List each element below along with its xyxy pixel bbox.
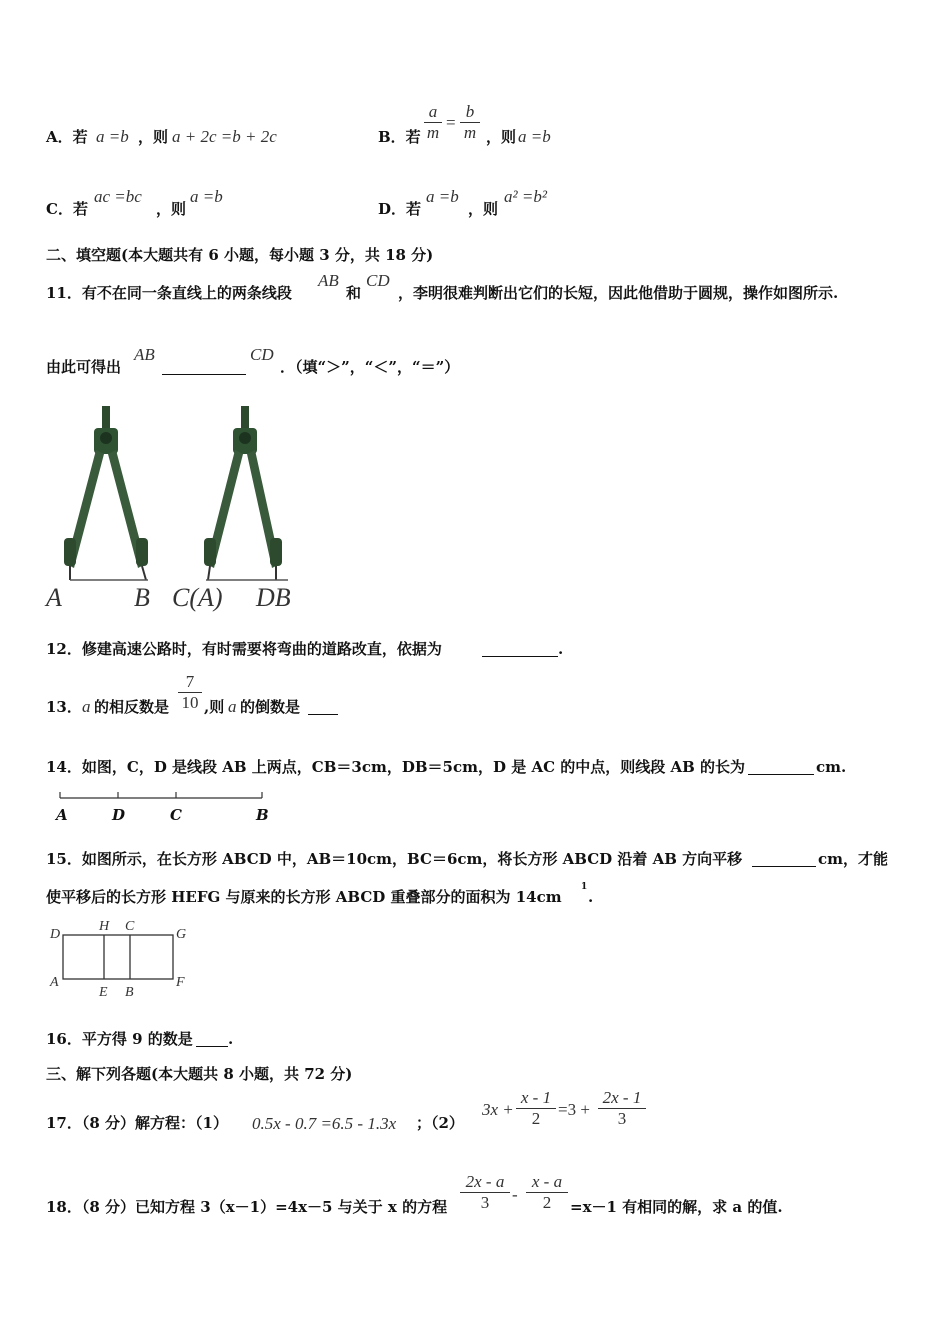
outer-rectangle	[63, 935, 173, 979]
option-d-condition: a =b	[426, 187, 459, 206]
option-c-condition: ac =bc	[94, 187, 142, 206]
q11-suffix: ，李明很难判断出它们的长短，因此他借助于圆规，操作如图所示.	[398, 284, 839, 302]
q13-end: 的倒数是	[240, 698, 301, 716]
q13-prefix: 13．	[46, 698, 82, 716]
fig11-label-db: DB	[256, 583, 291, 612]
fig11-label-a: A	[46, 583, 62, 612]
option-a-then: ，则	[138, 128, 169, 146]
q16-text: 16．平方得 9 的数是	[46, 1030, 193, 1048]
q11-line2-seg-cd: CD	[250, 345, 274, 364]
q12-text: 12．修建高速公路时，有时需要将弯曲的道路改直，依据为	[46, 640, 442, 658]
q11-hint: ．（填“＞”，“＜”，“＝”）	[280, 358, 460, 376]
fig15-label-d: D	[50, 927, 61, 942]
q13-mid2: ,则	[204, 698, 225, 716]
option-d-result: a² =b²	[504, 187, 547, 206]
option-a-result: a + 2c =b + 2c	[172, 127, 277, 146]
fig15-label-b: B	[125, 985, 134, 1000]
q14-label-a: A	[56, 806, 68, 824]
option-c-label: C．若	[46, 200, 88, 218]
option-b-label: B．若	[378, 128, 421, 146]
option-b-then: ，则	[486, 128, 517, 146]
q12-answer-blank[interactable]	[482, 642, 558, 657]
option-d-then: ，则	[468, 200, 499, 218]
option-b-equals: =	[446, 113, 456, 132]
q13-fraction: $\frac{7}{10}$	[178, 672, 202, 713]
fig11-label-ca: C(A)	[172, 583, 223, 612]
fig15-label-c: C	[125, 919, 135, 934]
q11-and: 和	[346, 284, 362, 302]
option-c-then: ，则	[156, 200, 187, 218]
q17-prefix: 17．（8 分）解方程：（1）	[46, 1114, 228, 1132]
fig15-label-f: F	[176, 975, 185, 990]
q13-answer-blank[interactable]	[308, 700, 338, 715]
section-3-heading: 三、解下列各题(本大题共 8 小题，共 72 分)	[46, 1065, 353, 1083]
q11-prefix: 11．有不在同一条直线上的两条线段	[46, 284, 292, 302]
option-c-result: a =b	[190, 187, 223, 206]
q17-separator: ；（2）	[416, 1114, 464, 1132]
q17-eq2-left: 3x +	[482, 1100, 514, 1119]
q17-eq2-fraction-1: $\frac{x - 1}{2}$	[516, 1088, 556, 1129]
q14-unit: cm.	[816, 758, 847, 776]
q14-segment-figure	[56, 792, 272, 804]
q11-line2-seg-ab: AB	[134, 345, 155, 364]
q18-fraction-2: $\frac{x - a}{2}$	[526, 1172, 568, 1213]
q18-fraction-1: $\frac{2x - a}{3}$	[460, 1172, 510, 1213]
q16-answer-blank[interactable]	[196, 1032, 228, 1047]
q14-text: 14．如图，C，D 是线段 AB 上两点，CB＝3cm，DB＝5cm，D 是 AC 的中点，则线段 AB 的长为	[46, 758, 746, 776]
option-a-condition: a =b	[96, 127, 129, 146]
compass-right	[204, 406, 288, 580]
option-b-fraction-1: $\frac{a}{m}$	[424, 102, 442, 143]
option-a-label: A．若	[46, 128, 88, 146]
q17-eq2-mid: =3 +	[558, 1100, 590, 1119]
q11-answer-blank[interactable]	[162, 360, 246, 375]
fig15-label-g: G	[176, 927, 187, 942]
q17-equation-1: 0.5x - 0.7 =6.5 - 1.3x	[252, 1114, 397, 1133]
q15-line1-unit: cm，才能	[818, 850, 889, 868]
fig15-label-h: H	[99, 919, 110, 934]
q15-line1: 15．如图所示，在长方形 ABCD 中，AB＝10cm，BC＝6cm，将长方形 ABCD 沿着 AB 方向平移	[46, 850, 743, 868]
option-d-label: D．若	[378, 200, 422, 218]
q11-seg-cd: CD	[366, 271, 390, 290]
q12-end: .	[558, 640, 564, 658]
q11-seg-ab: AB	[318, 271, 339, 290]
q18-prefix: 18．（8 分）已知方程 3（x－1）=4x－5 与关于 x 的方程	[46, 1198, 448, 1216]
fig15-label-e: E	[99, 985, 108, 1000]
q15-line2: 使平移后的长方形 HEFG 与原来的长方形 ABCD 重叠部分的面积为 14cm	[46, 888, 562, 906]
q18-suffix: =x－1 有相同的解，求 a 的值.	[570, 1198, 783, 1216]
q15-rectangle-figure	[62, 934, 176, 982]
q13-var-a2: a	[228, 697, 237, 716]
fig15-label-a: A	[50, 975, 59, 990]
fig11-label-b: B	[134, 583, 150, 612]
option-b-fraction-2: $\frac{b}{m}$	[460, 102, 480, 143]
section-2-heading: 二、填空题(本大题共有 6 小题，每小题 3 分，共 18 分)	[46, 246, 434, 264]
q11-line2-prefix: 由此可得出	[46, 358, 122, 376]
option-b-result: a =b	[518, 127, 551, 146]
compass-figure	[40, 398, 310, 614]
q14-label-d: D	[112, 806, 126, 824]
q15-line2-sup: 1	[581, 882, 588, 892]
q13-mid: 的相反数是	[94, 698, 170, 716]
q17-eq2-fraction-2: $\frac{2x - 1}{3}$	[598, 1088, 646, 1129]
q15-line2-end: .	[588, 888, 594, 906]
compass-left	[64, 406, 148, 580]
q14-label-b: B	[256, 806, 269, 824]
q18-minus: -	[512, 1185, 518, 1204]
q16-end: .	[228, 1030, 234, 1048]
q15-answer-blank[interactable]	[752, 852, 816, 867]
q13-var-a: a	[82, 697, 91, 716]
q14-answer-blank[interactable]	[748, 760, 814, 775]
q14-label-c: C	[170, 806, 182, 824]
